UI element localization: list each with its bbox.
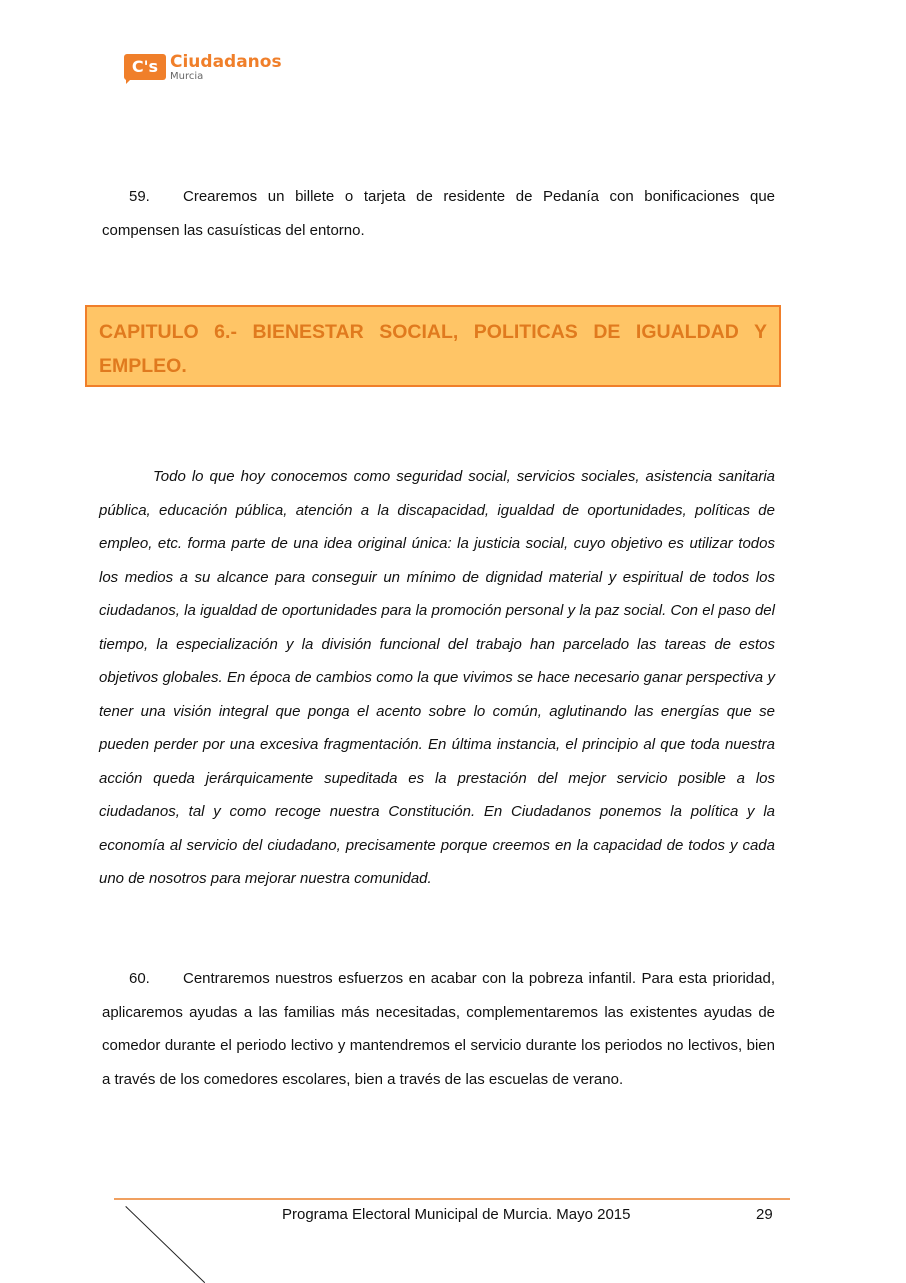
- item-59-text: Crearemos un billete o tarjeta de residente de Pedanía con bonificaciones que compensen las casuísticas del entorno.: [102, 188, 775, 239]
- item-60: [102, 962, 775, 1096]
- intro-paragraph: Todo lo que hoy conocemos como seguridad social, servicios sociales, asistencia sanitaria pública, educación pública, atención a la discapacidad, igualdad de oportunidades, políticas de empleo, etc. forma parte de una idea original única: la justicia social, cuyo objetivo es utilizar todos los medios a su alcance para conseguir un mínimo de dignidad material y espiritual de todos los ciudadanos, la igualdad de oportunidades para la promoción personal y la paz social. Con el paso del tiempo, la especialización y la división funcional del trabajo han parcelado las tareas de estos objetivos globales. En época de cambios como la que vivimos se hace necesario ganar perspectiva y tener una visión integral que ponga el acento sobre lo común, aglutinando las energías que se pueden perder por una excesiva fragmentación. En última instancia, el principio al que toda nuestra acción queda jerárquicamente supeditada es la prestación del mejor servicio posible a los ciudadanos, tal y como recoge nuestra Constitución. En Ciudadanos ponemos la política y la economía al servicio del ciudadano, precisamente porque creemos en la capacidad de todos y cada uno de nosotros para mejorar nuestra comunidad.: [99, 468, 775, 887]
- footer-title: Programa Electoral Municipal de Murcia. Mayo 2015: [282, 1206, 631, 1223]
- item-60-number: 60.: [129, 970, 150, 987]
- item-60-text: Centraremos nuestros esfuerzos en acabar con la pobreza infantil. Para esta prioridad, aplicaremos ayudas a las familias más necesitadas, complementaremos las existentes ayudas de comedor durante el periodo lectivo y mantendremos el servicio durante los periodos no lectivos, bien a través de los comedores escolares, bien a través de las escuelas de verano.: [102, 970, 775, 1088]
- item-59: [102, 180, 775, 247]
- footer-diagonal-line: [125, 1206, 205, 1283]
- logo-speech-tail: [126, 76, 134, 84]
- ciudadanos-logo: [124, 52, 282, 86]
- chapter-title: CAPITULO 6.- BIENESTAR SOCIAL, POLITICAS DE IGUALDAD Y EMPLEO.: [99, 321, 767, 377]
- logo-badge: C's: [124, 54, 166, 80]
- logo-name: Ciudadanos: [170, 52, 282, 72]
- page-number: 29: [756, 1206, 773, 1223]
- footer-divider: [114, 1198, 790, 1200]
- item-59-number: 59.: [129, 188, 150, 205]
- chapter-heading-box: [85, 305, 781, 387]
- logo-subtitle: Murcia: [170, 71, 204, 82]
